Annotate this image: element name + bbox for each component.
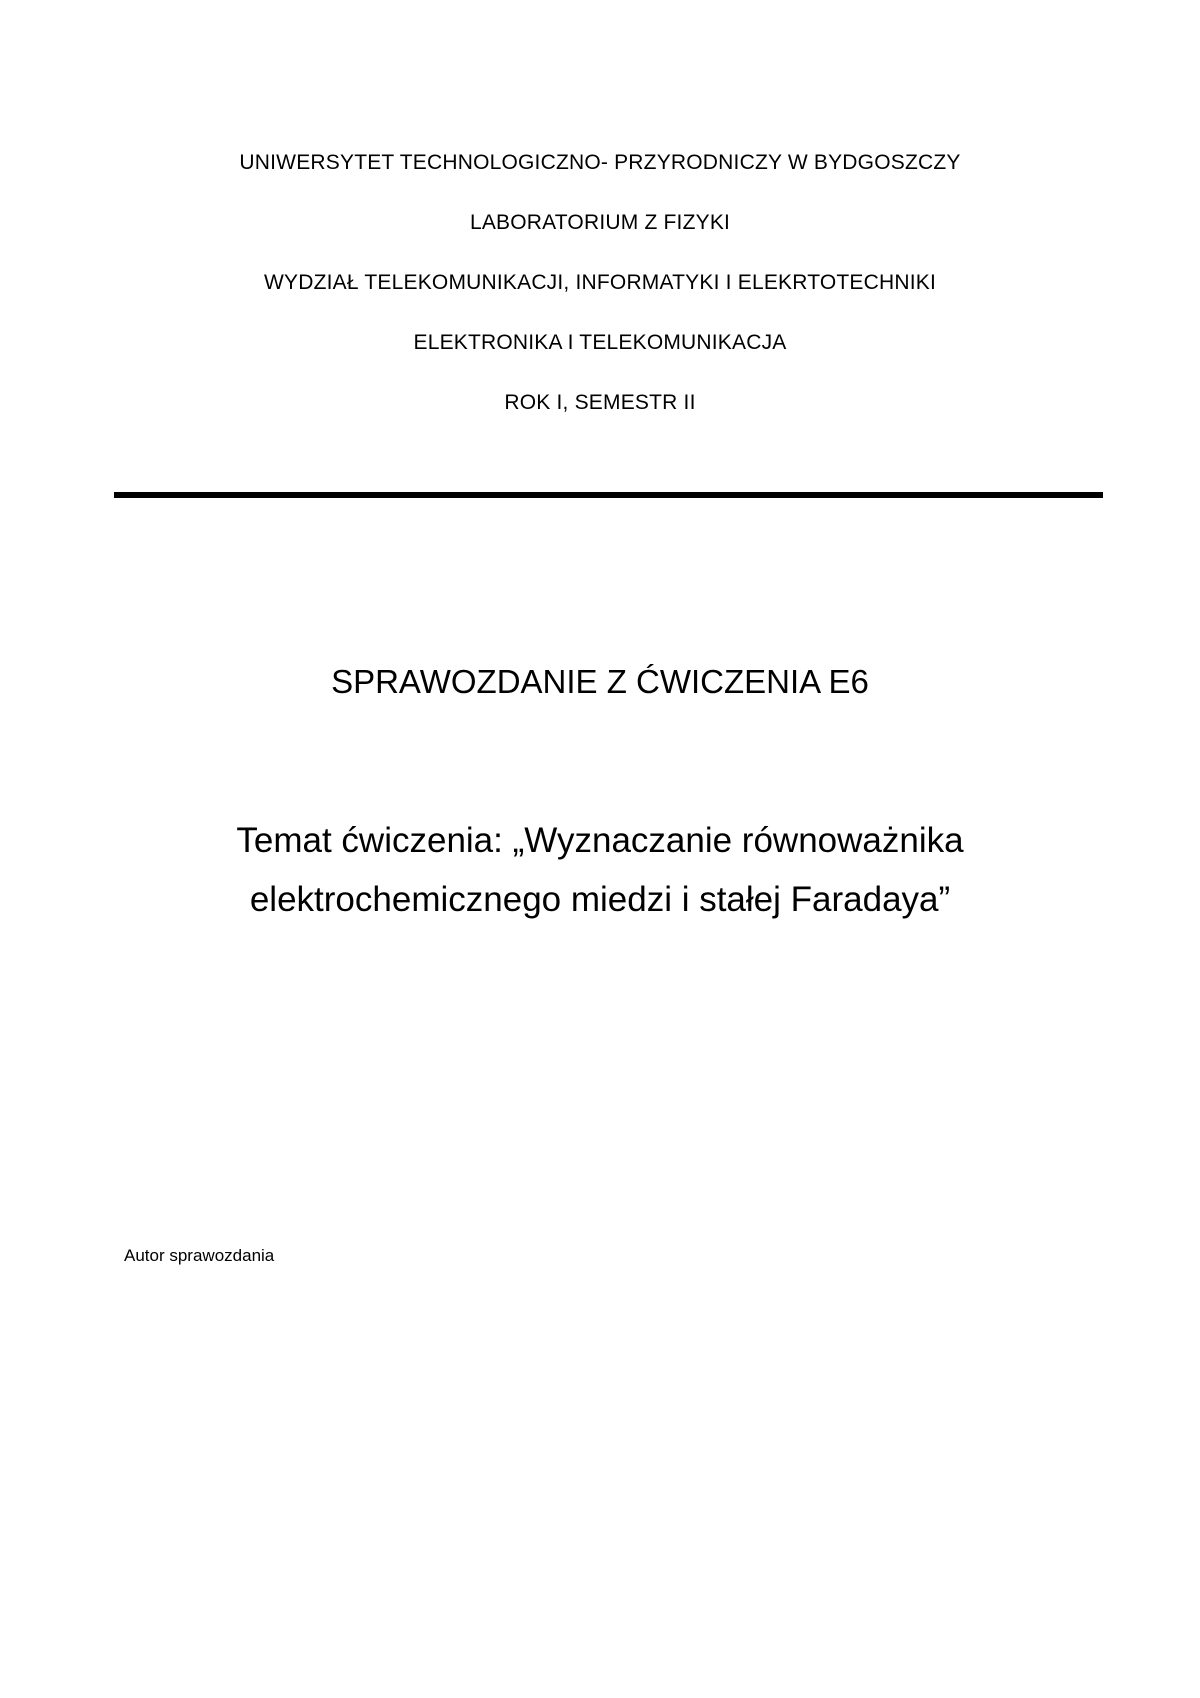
header-divider — [114, 492, 1103, 498]
university-name: UNIWERSYTET TECHNOLOGICZNO- PRZYRODNICZY W BYDGOSZCZY — [239, 151, 961, 174]
topic-line-1: Temat ćwiczenia: „Wyznaczanie równoważnika — [236, 821, 964, 860]
laboratory-name: LABORATORIUM Z FIZYKI — [469, 211, 731, 234]
author-label: Autor sprawozdania — [124, 1246, 275, 1265]
year-semester: ROK I, SEMESTR II — [504, 391, 696, 414]
faculty-name: WYDZIAŁ TELEKOMUNIKACJI, INFORMATYKI I ELEKRTOTECHNIKI — [263, 271, 937, 294]
exercise-topic — [0, 811, 1200, 929]
field-of-study: ELEKTRONIKA I TELEKOMUNIKACJA — [413, 331, 787, 354]
report-title: SPRAWOZDANIE Z ĆWICZENIA E6 — [331, 663, 869, 700]
topic-line-2: elektrochemicznego miedzi i stałej Faradaya” — [249, 880, 951, 919]
